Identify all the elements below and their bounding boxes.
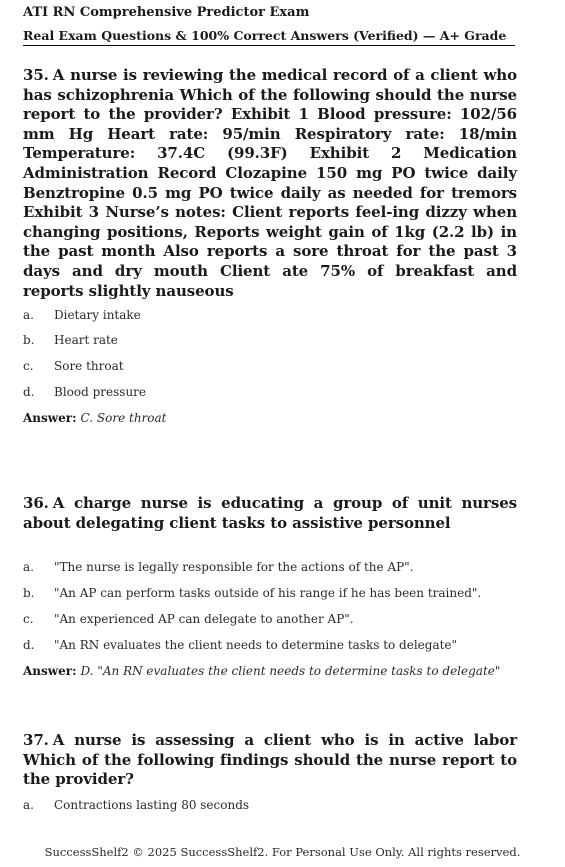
option-letter: d. <box>23 638 35 652</box>
option-a[interactable] <box>23 798 523 812</box>
option-text: Blood pressure <box>54 385 147 399</box>
header-subtitle: Real Exam Questions & 100% Correct Answers (Verified) — A+ Grade <box>23 28 507 43</box>
answer-text: C. Sore throat <box>80 411 167 425</box>
option-text: "An AP can perform tasks outside of his range if he has been trained". <box>54 586 482 600</box>
answer-36 <box>23 664 523 678</box>
header-divider <box>23 45 515 46</box>
option-letter: a. <box>23 560 34 574</box>
option-letter: c. <box>23 612 34 626</box>
header-title: ATI RN Comprehensive Predictor Exam <box>23 5 310 20</box>
option-text: Contractions lasting 80 seconds <box>54 798 250 812</box>
option-letter: b. <box>23 586 35 600</box>
question-number: 36. <box>23 494 49 512</box>
option-text: "An RN evaluates the client needs to determine tasks to delegate" <box>54 638 458 652</box>
option-letter: d. <box>23 385 35 399</box>
option-text: "The nurse is legally responsible for the actions of the AP". <box>54 560 414 574</box>
question-text: A charge nurse is educating a group of unit nurses about delegating client tasks to assistive personnel <box>23 494 517 532</box>
option-text: Heart rate <box>54 333 118 347</box>
question-number: 35. <box>23 66 49 84</box>
option-text: "An experienced AP can delegate to another AP". <box>54 612 354 626</box>
option-d[interactable] <box>23 638 523 652</box>
question-number: 37. <box>23 731 49 749</box>
option-letter: c. <box>23 359 34 373</box>
answer-label: Answer: <box>23 411 77 425</box>
question-36 <box>23 494 517 533</box>
option-a[interactable] <box>23 308 523 322</box>
option-a[interactable] <box>23 560 523 574</box>
answer-text: D. "An RN evaluates the client needs to determine tasks to delegate" <box>80 664 501 678</box>
option-text: Dietary intake <box>54 308 141 322</box>
option-text: Sore throat <box>54 359 124 373</box>
option-c[interactable] <box>23 359 523 373</box>
option-d[interactable] <box>23 385 523 399</box>
answer-label: Answer: <box>23 664 77 678</box>
option-b[interactable] <box>23 586 523 600</box>
option-letter: a. <box>23 308 34 322</box>
option-letter: b. <box>23 333 35 347</box>
question-37 <box>23 731 517 790</box>
footer-copyright: SuccessShelf2 © 2025 SuccessShelf2. For Personal Use Only. All rights reserved. <box>44 845 521 859</box>
option-b[interactable] <box>23 333 523 347</box>
option-letter: a. <box>23 798 34 812</box>
option-c[interactable] <box>23 612 523 626</box>
question-text: A nurse is assessing a client who is in active labor Which of the following findings should the nurse report to the provider? <box>23 731 517 789</box>
question-35 <box>23 66 517 301</box>
question-text: A nurse is reviewing the medical record of a client who has schizophrenia Which of the following should the nurse report to the provider? Exhibit 1 Blood pressure: 102/56 mm Hg Heart rate: 95/min Respiratory rate: 18/min Temperature: 37.4C (99.3F) Exhibit 2 Medication Administration Record Clozapine 150 mg PO twice daily Benztropine 0.5 mg PO twice daily as needed for tremors Exhibit 3 Nurse’s notes: Client reports feel-ing dizzy when changing positions, Reports weight gain of 1kg (2.2 lb) in the past month Also reports a sore throat for the past 3 days and dry mouth Client ate 75% of breakfast and reports slightly nauseous <box>23 66 517 300</box>
answer-35 <box>23 411 523 425</box>
